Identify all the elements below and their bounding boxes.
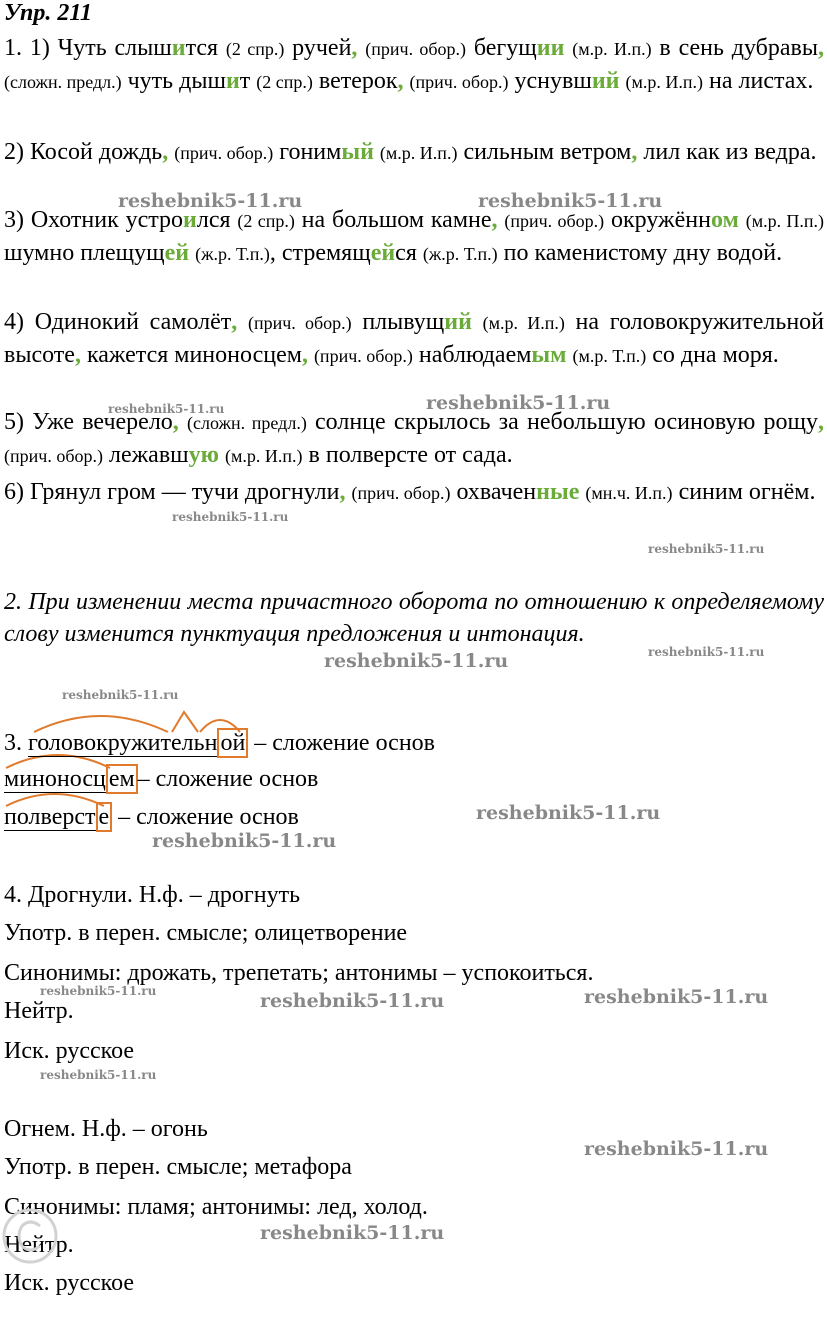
- watermark: reshebnik5-11.ru: [478, 190, 663, 212]
- part-4-line: Синонимы: дрожать, трепетать; антонимы – успокоиться.: [4, 960, 594, 986]
- part-4-line: Синонимы: пламя; антонимы: лед, холод.: [4, 1194, 428, 1220]
- part-4-line: Иск. русское: [4, 1038, 135, 1064]
- sentence-3: 3) Охотник устроился (2 спр.) на большом камне, (прич. обор.) окружённом (м.р. П.п.) шумно плещущей (ж.р. Т.п.), стремящейся (ж.р. Т.п.) по каменистому дну водой.: [4, 207, 825, 266]
- watermark: reshebnik5-11.ru: [260, 990, 445, 1012]
- watermark: reshebnik5-11.ru: [476, 802, 661, 824]
- part-4-line: Употр. в перен. смысле; олицетворение: [4, 920, 408, 946]
- watermark: reshebnik5-11.ru: [62, 688, 179, 702]
- part-3-item-1: 3. головокружительн ой – сложение основ: [4, 730, 435, 756]
- part-4-line: Употр. в перен. смысле; метафора: [4, 1154, 352, 1180]
- watermark: reshebnik5-11.ru: [648, 645, 765, 659]
- part-4-line: Нейтр.: [4, 998, 74, 1024]
- watermark: reshebnik5-11.ru: [40, 1068, 157, 1082]
- part-3-item-3: полверст е – сложение основ: [4, 804, 299, 830]
- sentence-5: 5) Уже вечерело, (сложн. предл.) солнце скрылось за небольшую осиновую рощу, (прич. обор.) лежавшую (м.р. И.п.) в полверсте от сада.: [4, 409, 824, 468]
- watermark: reshebnik5-11.ru: [152, 830, 337, 852]
- watermark: reshebnik5-11.ru: [118, 190, 303, 212]
- exercise-title: Упр. 211: [4, 0, 93, 26]
- part-4-line: Огнем. Н.ф. – огонь: [4, 1116, 208, 1142]
- watermark: reshebnik5-11.ru: [40, 984, 157, 998]
- part-4-line: Иск. русское: [4, 1270, 135, 1296]
- watermark: reshebnik5-11.ru: [172, 510, 289, 524]
- suffix-box: е: [96, 802, 113, 832]
- suffix-box: ой: [217, 728, 248, 758]
- sentence-6: 6) Грянул гром — тучи дрогнули, (прич. обор.) охваченные (мн.ч. И.п.) синим огнём.: [4, 479, 816, 505]
- watermark: reshebnik5-11.ru: [108, 402, 225, 416]
- sentence-4: 4) Одинокий самолёт, (прич. обор.) плывущий (м.р. И.п.) на головокружительной высоте, кажется миноносцем, (прич. обор.) наблюдаемым (м.р. Т.п.) со дна моря.: [4, 309, 825, 368]
- part-2-answer: 2. При изменении места причастного оборота по отношению к определяемому слову изменится пунктуация предложения и интонация.: [4, 589, 824, 647]
- part-3-item-2: миноносц ем – сложение основ: [4, 766, 319, 792]
- watermark: reshebnik5-11.ru: [324, 650, 509, 672]
- sentence-2: 2) Косой дождь, (прич. обор.) гонимый (м.р. И.п.) сильным ветром, лил как из ведра.: [4, 139, 817, 165]
- sentence-1: 1. 1) Чуть слышится (2 спр.) ручей, (прич. обор.) бегущии (м.р. И.п.) в сень дубравы, (сложн. предл.) чуть дышит (2 спр.) ветерок, (прич. обор.) уснувший (м.р. И.п.) на листах.: [4, 35, 824, 94]
- watermark: reshebnik5-11.ru: [648, 542, 765, 556]
- part-4-line: 4. Дрогнули. Н.ф. – дрогнуть: [4, 882, 301, 908]
- watermark: reshebnik5-11.ru: [426, 392, 611, 414]
- suffix-box: ем: [106, 764, 138, 794]
- part-4-line: Нейтр.: [4, 1232, 74, 1258]
- watermark: reshebnik5-11.ru: [584, 1138, 769, 1160]
- watermark: reshebnik5-11.ru: [584, 986, 769, 1008]
- copyright-mark: [0, 1170, 170, 1290]
- watermark: reshebnik5-11.ru: [260, 1222, 445, 1244]
